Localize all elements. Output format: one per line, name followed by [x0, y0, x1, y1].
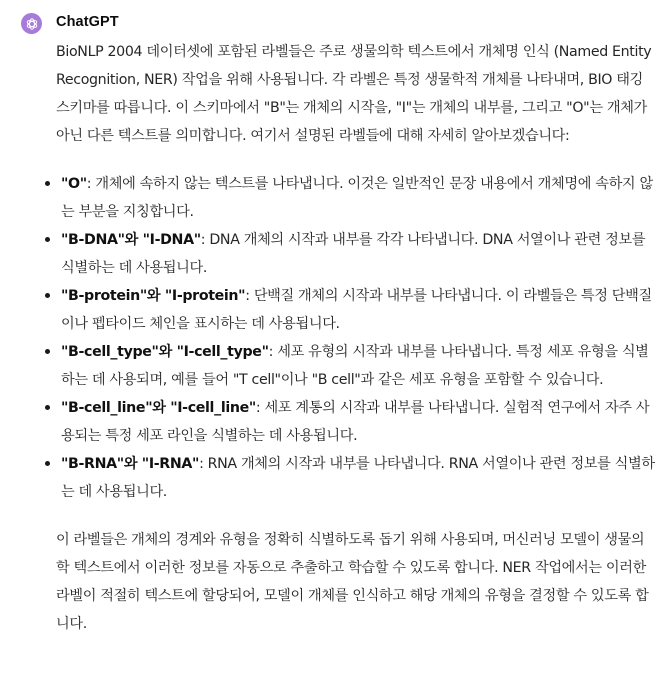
label-description: : DNA 개체의 시작과 내부를 각각 나타냅니다. DNA 서열이나 관련 정보를 식별하는 데 사용됩니다. [61, 232, 646, 276]
label-term: "B-protein" [61, 288, 147, 304]
list-item [56, 338, 656, 394]
bullet-icon [45, 181, 50, 186]
openai-logo-icon [25, 17, 39, 31]
list-item [56, 450, 656, 506]
list-item [56, 226, 656, 282]
label-description: : RNA 개체의 시작과 내부를 나타냅니다. RNA 서열이나 관련 정보를 식별하는 데 사용됩니다. [61, 456, 655, 500]
label-term: "I-protein" [164, 288, 246, 304]
label-term: "I-cell_type" [176, 344, 269, 360]
label-description: : 개체에 속하지 않는 텍스트를 나타냅니다. 이것은 일반적인 문장 내용에서 개체명에 속하지 않는 부분을 지칭합니다. [61, 176, 653, 220]
label-joiner: 와 [158, 344, 177, 360]
label-description: : 세포 계통의 시작과 내부를 나타냅니다. 실험적 연구에서 자주 사용되는 특정 세포 라인을 식별하는 데 사용됩니다. [61, 400, 650, 444]
message-author: ChatGPT [56, 14, 119, 30]
label-joiner: 와 [152, 400, 171, 416]
label-term: "I-DNA" [142, 232, 201, 248]
list-item [56, 282, 656, 338]
label-term: "B-cell_type" [61, 344, 159, 360]
bullet-icon [45, 237, 50, 242]
bullet-icon [45, 293, 50, 298]
label-term: "B-RNA" [61, 456, 124, 472]
bullet-icon [45, 349, 50, 354]
bullet-icon [45, 461, 50, 466]
intro-paragraph: BioNLP 2004 데이터셋에 포함된 라벨들은 주로 생물의학 텍스트에서 개체명 인식 (Named Entity Recognition, NER) 작업을 위해 사용됩니다. 각 라벨은 특정 생물학적 개체를 나타내며, BIO 태깅 스키마를 따릅니다. 이 스키마에서 "B"는 개체의 시작을, "I"는 개체의 내부를, 그리고 "O"는 개체가 아닌 다른 텍스트를 의미합니다. 여기서 설명된 라벨들에 대해 자세히 알아보겠습니다: [56, 44, 652, 144]
label-term: "B-DNA" [61, 232, 125, 248]
label-term: "B-cell_line" [61, 400, 153, 416]
label-list [56, 170, 656, 506]
label-joiner: 와 [124, 232, 143, 248]
label-term: "I-cell_line" [170, 400, 256, 416]
label-description: : 세포 유형의 시작과 내부를 나타냅니다. 특정 세포 유형을 식별하는 데 사용되며, 예를 들어 "T cell"이나 "B cell"과 같은 세포 유형을 포함할 수 있습니다. [61, 344, 649, 388]
list-item [56, 394, 656, 450]
outro-paragraph: 이 라벨들은 개체의 경계와 유형을 정확히 식별하도록 돕기 위해 사용되며, 머신러닝 모델이 생물의학 텍스트에서 이러한 정보를 자동으로 추출하고 학습할 수 있도록 합니다. NER 작업에서는 이러한 라벨이 적절히 텍스트에 할당되어, 모델이 개체를 인식하고 해당 개체의 유형을 결정할 수 있도록 합니다. [56, 532, 649, 632]
assistant-avatar [21, 13, 42, 34]
label-term: "O" [61, 176, 87, 192]
list-item [56, 170, 656, 226]
bullet-icon [45, 405, 50, 410]
label-joiner: 와 [123, 456, 142, 472]
message-content [56, 38, 656, 638]
label-description: : 단백질 개체의 시작과 내부를 나타냅니다. 이 라벨들은 특정 단백질이나 펩타이드 체인을 표시하는 데 사용됩니다. [61, 288, 652, 332]
label-joiner: 와 [146, 288, 165, 304]
label-term: "I-RNA" [141, 456, 200, 472]
